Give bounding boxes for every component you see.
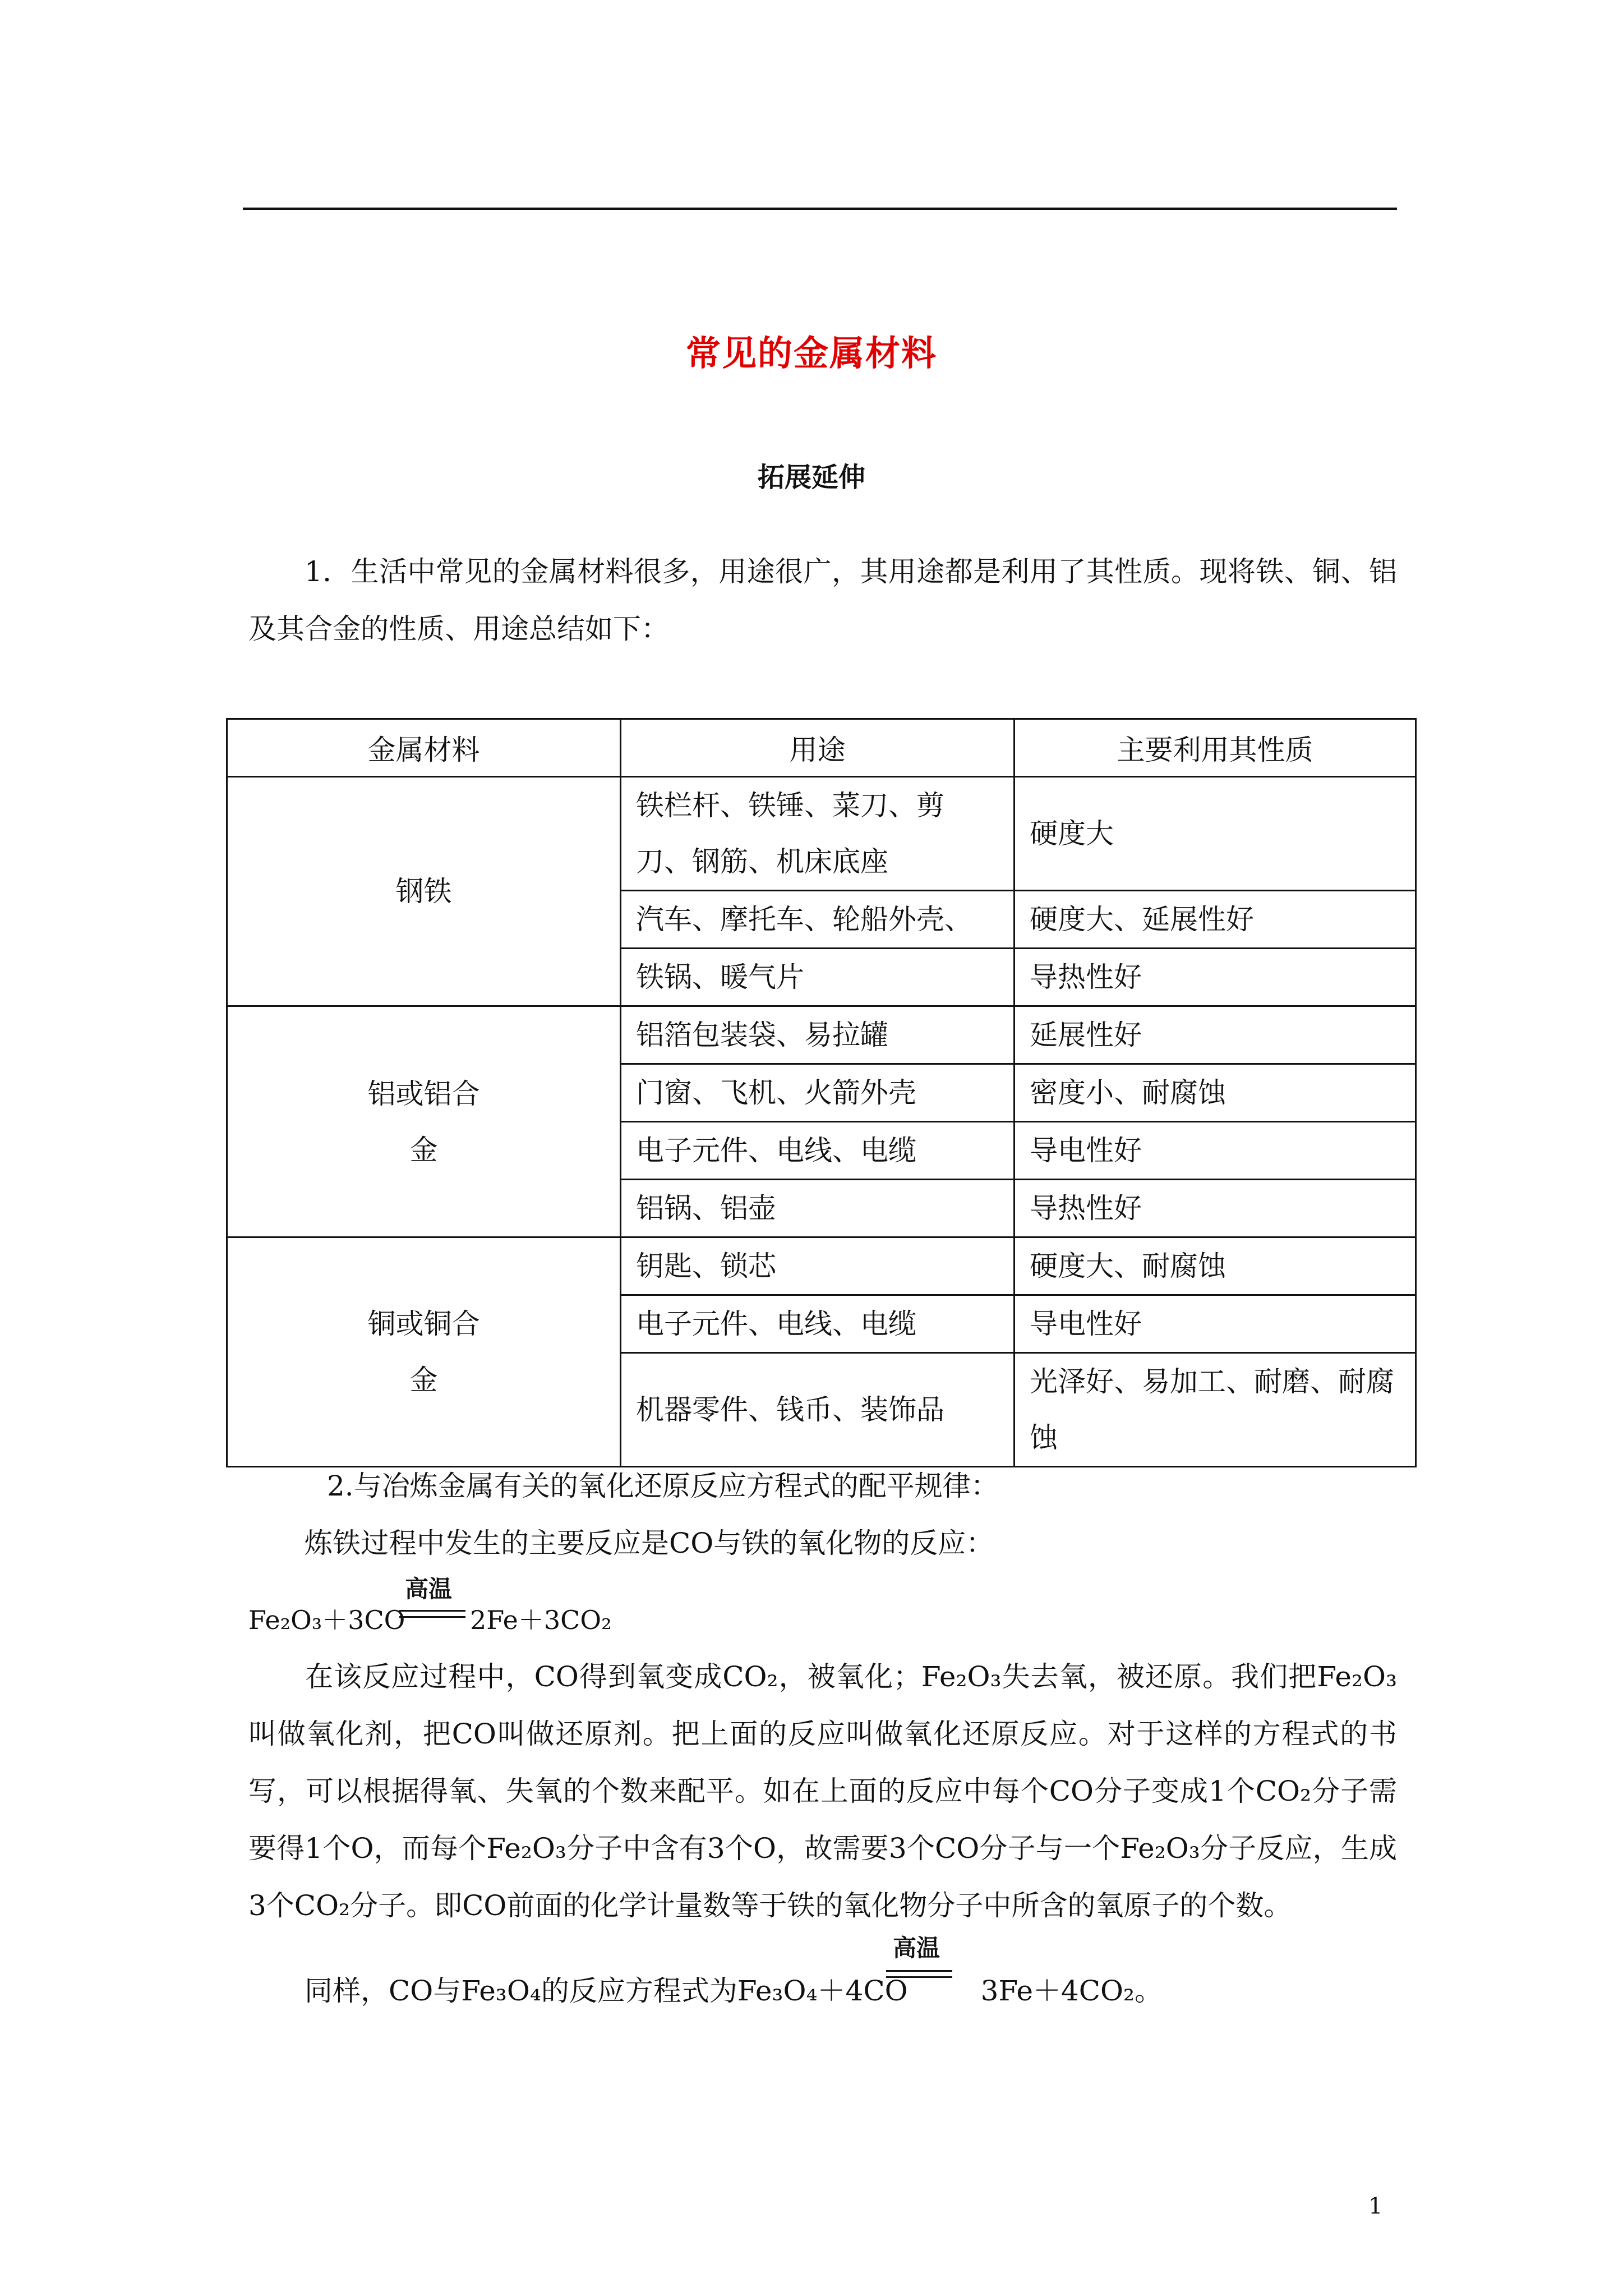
use-cell: 铝锅、铝壶 [621,1180,1015,1237]
property-cell: 延展性好 [1015,1006,1416,1064]
material-aluminium: 铝或铝合金 [227,1006,621,1237]
property-cell: 硬度大、延展性好 [1015,891,1416,949]
section2-line1-text: 炼铁过程中发生的主要反应是CO与铁的氧化物的反应： [305,1527,994,1559]
use-cell: 铝箔包装袋、易拉罐 [621,1006,1015,1064]
intro-text: 1．生活中常见的金属材料很多，用途很广，其用途都是利用了其性质。现将铁、铜、铝及其合金的性质、用途总结如下： [248,555,1397,645]
materials-table [226,718,1417,1467]
property-cell: 导热性好 [1015,949,1416,1006]
table-row [227,777,1416,891]
eq1-equals-sign [399,1610,465,1618]
table-row [227,1006,1416,1064]
eq2-left: Fe₃O₄＋4CO [737,1975,908,2007]
material-steel: 钢铁 [227,777,621,1006]
last-line-prefix: 同样，CO与Fe₃O₄的反应方程式为 [305,1975,737,2007]
use-cell: 机器零件、钱币、装饰品 [621,1353,1015,1467]
property-cell: 密度小、耐腐蚀 [1015,1064,1416,1122]
use-cell: 门窗、飞机、火箭外壳 [621,1064,1015,1122]
eq2-condition: 高温 [893,1934,940,1962]
intro-paragraph [248,543,1397,657]
section2-heading: 2.与冶炼金属有关的氧化还原反应方程式的配平规律： [327,1470,999,1502]
header-material: 金属材料 [227,719,621,777]
eq2-equals-sign [886,1970,952,1978]
header-property: 主要利用其性质 [1015,719,1416,777]
property-cell: 硬度大、耐腐蚀 [1015,1237,1416,1295]
use-cell: 钥匙、锁芯 [621,1237,1015,1295]
table-header-row [227,719,1416,777]
material-copper: 铜或铜合金 [227,1237,621,1467]
use-cell: 电子元件、电线、电缆 [621,1122,1015,1180]
header-use: 用途 [621,719,1015,777]
eq1-left: Fe₂O₃＋3CO [248,1605,405,1635]
section2-line1 [248,1515,1397,1572]
property-cell: 导电性好 [1015,1295,1416,1353]
use-cell: 电子元件、电线、电缆 [621,1295,1015,1353]
eq1-right: 2Fe＋3CO₂ [470,1605,612,1635]
eq1-condition: 高温 [405,1575,453,1603]
property-cell: 硬度大 [1015,777,1416,891]
property-cell: 导热性好 [1015,1180,1416,1237]
use-cell: 铁锅、暖气片 [621,949,1015,1006]
header-rule [243,208,1397,210]
use-cell: 汽车、摩托车、轮船外壳、 [621,891,1015,949]
property-cell: 导电性好 [1015,1122,1416,1180]
page-title: 常见的金属材料 [685,333,937,374]
eq2-right: 3Fe＋4CO₂。 [980,1975,1163,2007]
property-cell: 光泽好、易加工、耐磨、耐腐蚀 [1015,1353,1416,1467]
section-subtitle: 拓展延伸 [757,462,865,493]
page-number: 1 [1368,2193,1383,2219]
explanation-text: 在该反应过程中，CO得到氧变成CO₂，被氧化；Fe₂O₃失去氧，被还原。我们把Fe₂O₃叫做氧化剂，把CO叫做还原剂。把上面的反应叫做氧化还原反应。对于这样的方程式的书写，可以根据得氧、失氧的个数来配平。如在上面的反应中每个CO分子变成1个CO₂分子需要得1个O，而每个Fe₂O₃分子中含有3个O，故需要3个CO分子与一个Fe₂O₃分子反应，生成3个CO₂分子。即CO前面的化学计量数等于铁的氧化物分子中所含的氧原子的个数。 [248,1660,1397,1922]
table-row [227,1237,1416,1295]
use-cell: 铁栏杆、铁锤、菜刀、剪刀、钢筋、机床底座 [621,777,1015,891]
section2-last-line [248,1962,1397,2019]
explanation-paragraph [248,1648,1397,1934]
